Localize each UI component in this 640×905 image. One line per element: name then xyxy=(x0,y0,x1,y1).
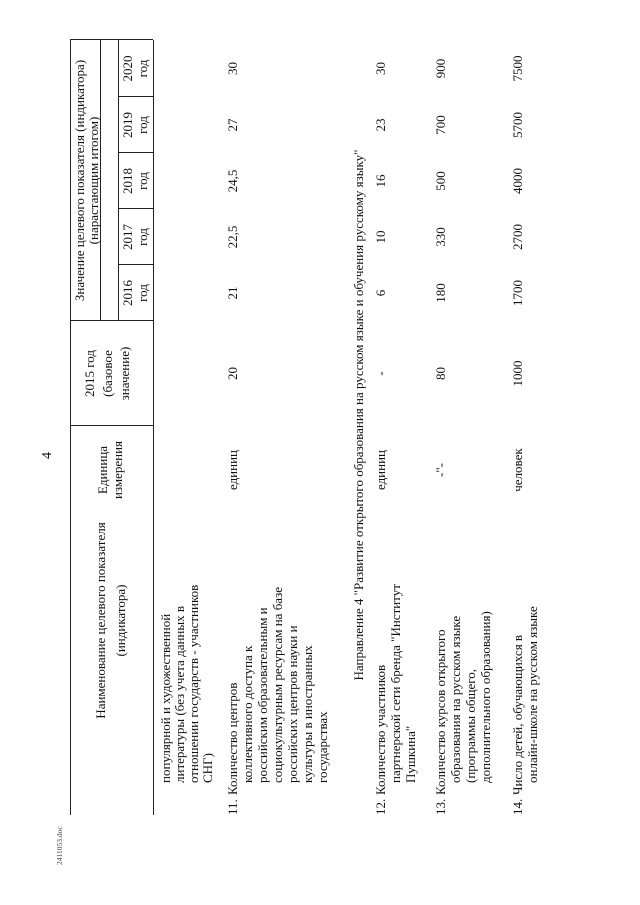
indicator-line: Число детей, обучающихся в xyxy=(510,634,525,795)
unit-cell: единиц xyxy=(225,449,240,491)
continuation-line: популярной и художественной xyxy=(158,613,173,783)
indicator-line: российским образовательным и xyxy=(255,607,270,783)
indicator-line: государствах xyxy=(315,711,330,783)
indicator-line: дополнительного образования) xyxy=(478,611,493,783)
header-year-2016-suffix: год xyxy=(135,284,150,302)
value-2015: 80 xyxy=(433,367,448,380)
indicator-line: (программы общего, xyxy=(463,669,478,783)
indicator-line: российских центров науки и xyxy=(285,625,300,783)
value-2019: 700 xyxy=(433,115,448,135)
value-2019: 27 xyxy=(225,118,240,132)
value-2017: 22,5 xyxy=(225,225,240,249)
header-base-line-3: значение) xyxy=(117,346,132,401)
unit-cell: -"- xyxy=(433,463,448,477)
header-year-2016: 2016 xyxy=(120,280,135,306)
indicator-line: Количество участников xyxy=(373,664,388,795)
indicator-line: коллективного доступа к xyxy=(240,645,255,783)
header-year-2018: 2018 xyxy=(120,168,135,194)
header-year-2017-suffix: год xyxy=(135,228,150,246)
value-2015: 20 xyxy=(225,367,240,380)
row-number: 11. xyxy=(225,799,240,815)
header-group-line-2: (нарастающим итогом) xyxy=(86,116,101,245)
value-2018: 16 xyxy=(373,174,388,188)
indicator-line: Количество курсов открытого xyxy=(433,629,448,795)
value-2017: 10 xyxy=(373,230,388,244)
header-year-2019-suffix: год xyxy=(135,116,150,134)
continuation-line: СНГ) xyxy=(200,753,215,783)
continuation-line: отношении государств - участников xyxy=(186,584,201,783)
value-2020: 900 xyxy=(433,58,448,79)
indicator-line: социокультурным ресурсам на базе xyxy=(270,587,285,783)
value-2018: 24,5 xyxy=(225,169,240,193)
continuation-line: литературы (без учета данных в xyxy=(172,606,187,783)
row-number: 12. xyxy=(373,798,388,815)
header-base-line-2: (базовое xyxy=(100,350,115,397)
section-heading: Направление 4 "Развитие открытого образования на русском языке и обучения русскому языку" xyxy=(351,149,366,681)
header-name-line-2: (индикатора) xyxy=(113,584,128,657)
unit-cell: человек xyxy=(510,448,525,492)
header-unit-line-2: измерения xyxy=(110,440,125,500)
header-name-line-1: Наименование целевого показателя xyxy=(93,522,108,719)
row-number: 14. xyxy=(510,798,525,815)
header-year-2017: 2017 xyxy=(120,224,135,250)
indicator-line: онлайн-школе на русском языке xyxy=(525,606,540,783)
indicator-line: Количество центров xyxy=(225,682,240,795)
value-2018: 500 xyxy=(433,171,448,191)
value-2016: 6 xyxy=(373,289,388,297)
header-year-2020: 2020 xyxy=(120,55,135,82)
value-2020: 7500 xyxy=(510,55,525,82)
document-footer-code: 2411053.doc xyxy=(55,826,64,865)
value-2015: - xyxy=(373,371,388,376)
value-2016: 180 xyxy=(433,283,448,303)
header-group-line-1: Значение целевого показателя (индикатора) xyxy=(72,59,87,302)
value-2020: 30 xyxy=(373,62,388,75)
indicator-line: образования на русском языке xyxy=(448,615,463,783)
row-number: 13. xyxy=(433,798,448,815)
header-base-line-1: 2015 год xyxy=(82,350,97,397)
value-2020: 30 xyxy=(225,62,240,75)
indicator-line: партнерской сети бренда "Институт xyxy=(388,584,403,783)
value-2016: 21 xyxy=(225,286,240,300)
indicator-line: Пушкина" xyxy=(403,725,418,783)
header-year-2018-suffix: год xyxy=(135,172,150,190)
header-year-2019: 2019 xyxy=(120,112,135,138)
header-unit-line-1: Единица xyxy=(95,445,110,495)
indicator-line: культуры в иностранных xyxy=(300,645,315,783)
value-2017: 2700 xyxy=(510,224,525,250)
header-year-2020-suffix: год xyxy=(135,59,150,78)
value-2018: 4000 xyxy=(510,168,525,194)
page-number: 4 xyxy=(40,452,55,459)
value-2016: 1700 xyxy=(510,280,525,306)
value-2019: 5700 xyxy=(510,112,525,138)
value-2015: 1000 xyxy=(510,360,525,387)
value-2017: 330 xyxy=(433,227,448,247)
unit-cell: единиц xyxy=(373,449,388,491)
value-2019: 23 xyxy=(373,118,388,132)
